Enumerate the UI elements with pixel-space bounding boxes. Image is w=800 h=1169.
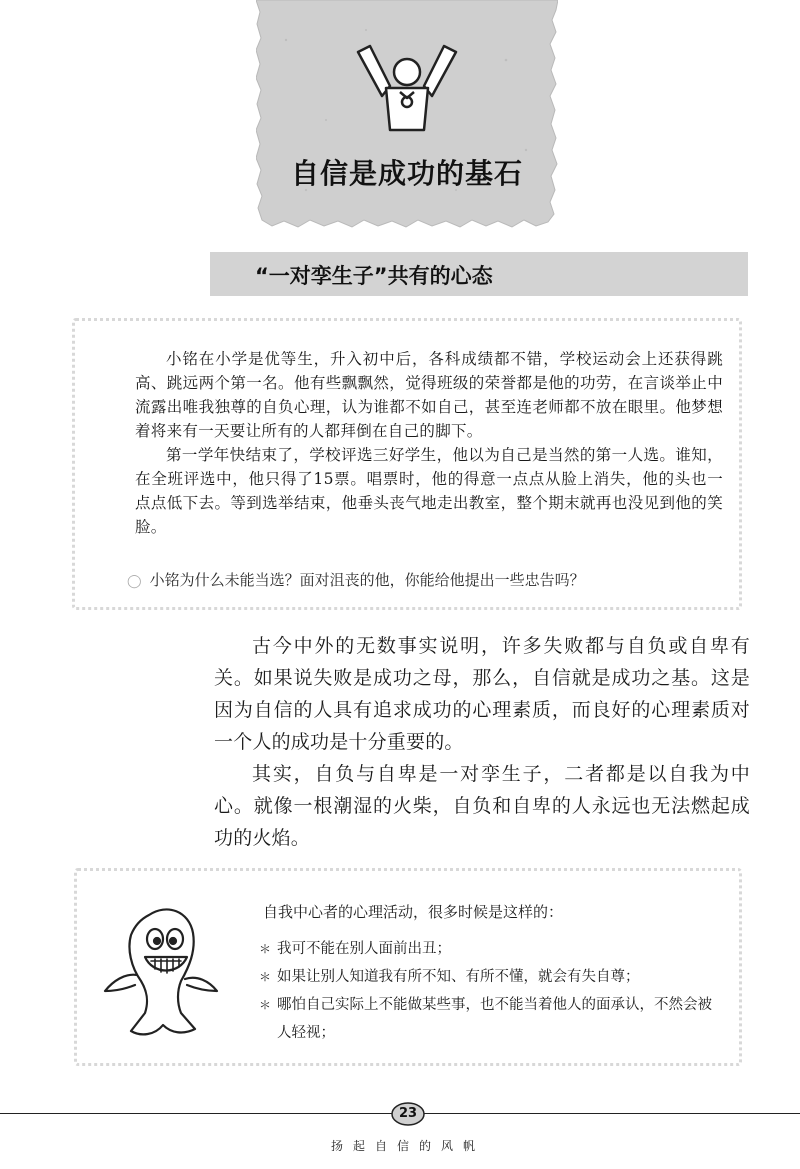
story-text	[135, 347, 723, 539]
list-item-text: 如果让别人知道我有所不知、有所不懂，就会有失自尊；	[277, 969, 640, 985]
section-title: “一对孪生子”共有的心态	[255, 264, 493, 288]
story-box	[72, 318, 742, 610]
page-number: 23	[398, 1106, 418, 1121]
list-item	[255, 963, 715, 991]
body-paragraph: 古今中外的无数事实说明，许多失败都与自负或自卑有关。如果说失败是成功之母，那么，自信就是成功之基。这是因为自信的人具有追求成功的心理素质，而良好的心理素质对一个人的成功是十分重要的。	[214, 635, 750, 753]
tip-box	[74, 868, 742, 1066]
book-name: 扬起自信的风帆	[330, 1139, 485, 1153]
story-paragraph: 第一学年快结束了，学校评选三好学生，他以为自己是当然的第一人选。谁知，在全班评选中，他只得了15票。唱票时，他的得意一点点从脸上消失，他的头也一点点低下去。等到选举结束，他垂头丧气地走出教室，整个期末就再也没见到他的笑脸。	[135, 446, 723, 536]
torn-paper-banner	[256, 0, 558, 228]
asterisk-bullet-icon: ＊	[259, 942, 272, 956]
chapter-title: 自信是成功的基石	[290, 157, 523, 190]
section-heading-bar	[210, 252, 748, 296]
circle-bullet-icon: ◯	[127, 574, 142, 589]
page-number-badge	[390, 1102, 426, 1126]
list-item-text: 哪怕自己实际上不能做某些事，也不能当着他人的面承认，不然会被人轻视；	[277, 997, 712, 1041]
list-item-text: 我可不能在别人面前出丑；	[277, 941, 451, 957]
story-paragraph: 小铭在小学是优等生，升入初中后，各科成绩都不错，学校运动会上还获得跳高、跳远两个第一名。他有些飘飘然，觉得班级的荣誉都是他的功劳，在言谈举止中流露出唯我独尊的自负心理，认为谁都不如自己，甚至连老师都不放在眼里。他梦想着将来有一天要让所有的人都拜倒在自己的脚下。	[135, 350, 723, 440]
tip-list	[255, 935, 715, 1047]
question-text: 小铭为什么未能当选？面对沮丧的他，你能给他提出一些忠告吗？	[149, 571, 585, 589]
list-item	[255, 935, 715, 963]
discussion-question	[127, 569, 727, 590]
body-paragraph: 其实，自负与自卑是一对孪生子，二者都是以自我为中心。就像一根潮湿的火柴，自负和自卑的人永远也无法燃起成功的火焰。	[214, 763, 750, 849]
list-item	[255, 991, 715, 1047]
asterisk-bullet-icon: ＊	[259, 970, 272, 984]
chapter-title-banner	[256, 0, 558, 228]
smiling-mascot-icon	[97, 895, 223, 1045]
main-body	[214, 630, 750, 854]
tip-intro: 自我中心者的心理活动，很多时候是这样的：	[263, 903, 564, 921]
asterisk-bullet-icon: ＊	[259, 998, 272, 1012]
